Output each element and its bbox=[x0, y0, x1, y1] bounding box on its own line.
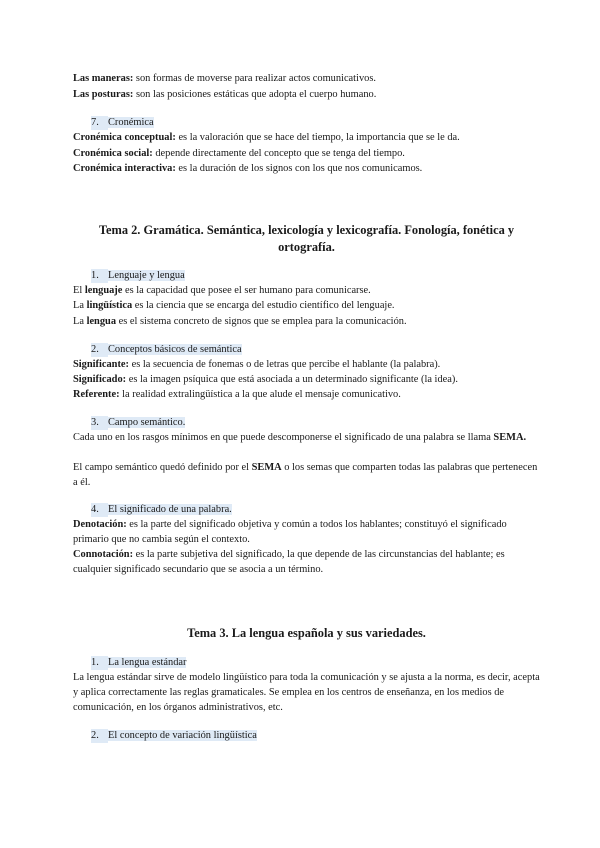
list-number: 4. bbox=[91, 503, 108, 517]
term: Cronémica interactiva: bbox=[73, 163, 176, 174]
lenguaje-line bbox=[73, 283, 540, 298]
term: lenguaje bbox=[84, 285, 123, 296]
denotacion-paragraph bbox=[73, 517, 540, 547]
list-number: 2. bbox=[91, 343, 108, 357]
heading-text: Lenguaje y lengua bbox=[108, 270, 185, 281]
title-line: Tema 2. Gramática. Semántica, lexicología y lexicografía. Fonología, fonética y bbox=[98, 223, 515, 237]
text: o los semas que comparten todas las palabras que pertenecen a él. bbox=[73, 462, 538, 488]
definition: es la capacidad que posee el ser humano para comunicarse. bbox=[122, 285, 371, 296]
heading-text: Conceptos básicos de semántica bbox=[108, 344, 242, 355]
title-line: Tema 3. La lengua española y sus variedades. bbox=[187, 626, 426, 640]
list-number: 3. bbox=[91, 416, 108, 430]
term: Referente: bbox=[73, 389, 120, 400]
term: Connotación: bbox=[73, 549, 134, 560]
significante-line bbox=[73, 357, 540, 372]
section-heading-semantica bbox=[91, 343, 242, 357]
section-heading-estandar bbox=[91, 656, 186, 670]
text: El bbox=[73, 285, 85, 296]
text: La bbox=[73, 316, 87, 327]
term: Significado: bbox=[73, 374, 127, 385]
definition: es la valoración que se hace del tiempo, la importancia que se le da. bbox=[175, 132, 460, 143]
cronemica-social-line bbox=[73, 146, 540, 161]
list-number: 1. bbox=[91, 269, 108, 283]
section-heading-campo bbox=[91, 416, 185, 430]
maneras-line bbox=[73, 71, 540, 86]
definition: es la imagen psíquica que está asociada a un determinado significante (la idea). bbox=[126, 374, 458, 385]
cronemica-conceptual-line bbox=[73, 130, 540, 145]
term: Las posturas: bbox=[73, 89, 134, 100]
section-heading-cronemica bbox=[91, 116, 154, 130]
list-number: 2. bbox=[91, 729, 108, 743]
definition: es el sistema concreto de signos que se emplea para la comunicación. bbox=[116, 316, 407, 327]
heading-text: Cronémica bbox=[108, 117, 154, 128]
term: Cronémica social: bbox=[73, 148, 153, 159]
term: SEMA bbox=[251, 462, 282, 473]
referente-line bbox=[73, 387, 540, 402]
term: Significante: bbox=[73, 359, 129, 370]
term: SEMA. bbox=[493, 432, 527, 443]
definition: son las posiciones estáticas que adopta el cuerpo humano. bbox=[133, 89, 377, 100]
sema-paragraph bbox=[73, 430, 540, 445]
heading-text: Campo semántico. bbox=[108, 417, 186, 428]
definition: son formas de moverse para realizar actos comunicativos. bbox=[133, 73, 376, 84]
tema3-title bbox=[73, 625, 540, 642]
text: El campo semántico quedó definido por el bbox=[73, 462, 252, 473]
section-heading-significado bbox=[91, 503, 232, 517]
term: Denotación: bbox=[73, 519, 127, 530]
heading-text: El concepto de variación lingüística bbox=[108, 730, 257, 741]
term: lengua bbox=[86, 316, 117, 327]
definition: es la duración de los signos con los que nos comunicamos. bbox=[175, 163, 423, 174]
campo-paragraph bbox=[73, 460, 540, 490]
term: Cronémica conceptual: bbox=[73, 132, 176, 143]
list-number: 7. bbox=[91, 116, 108, 130]
text: La bbox=[73, 300, 87, 311]
connotacion-paragraph bbox=[73, 547, 540, 577]
heading-text: La lengua estándar bbox=[108, 657, 187, 668]
posturas-line bbox=[73, 87, 540, 102]
heading-text: El significado de una palabra. bbox=[108, 504, 232, 515]
term: lingüística bbox=[86, 300, 133, 311]
definition: es la secuencia de fonemas o de letras que percibe el hablante (la palabra). bbox=[129, 359, 441, 370]
list-number: 1. bbox=[91, 656, 108, 670]
significado-line bbox=[73, 372, 540, 387]
definition: es la ciencia que se encarga del estudio científico del lenguaje. bbox=[132, 300, 395, 311]
section-heading-lenguaje bbox=[91, 269, 185, 283]
definition: es la parte del significado objetiva y común a todos los hablantes; constituyó el significado primario que no cambia según el contexto. bbox=[73, 519, 507, 545]
term: Las maneras: bbox=[73, 73, 134, 84]
title-line: ortografía. bbox=[278, 240, 335, 254]
paragraph-text: La lengua estándar sirve de modelo lingüístico para toda la comunicación y se ajusta a la norma, es decir, acepta y aplica correctamente las reglas gramaticales. Se emplea en los centros de enseñanza, en los medios de comunicación, en los órganos administrativos, etc. bbox=[73, 672, 540, 713]
linguistica-line bbox=[73, 298, 540, 313]
definition: es la parte subjetiva del significado, la que depende de las circunstancias del hablante; es cualquier significado secundario que se asocia a un término. bbox=[73, 549, 505, 575]
text: Cada uno en los rasgos mínimos en que puede descomponerse el significado de una palabra se llama bbox=[73, 432, 494, 443]
cronemica-interactiva-line bbox=[73, 161, 540, 176]
section-heading-variacion bbox=[91, 729, 257, 743]
lengua-line bbox=[73, 314, 540, 329]
definition: depende directamente del concepto que se tenga del tiempo. bbox=[152, 148, 405, 159]
tema2-title bbox=[73, 222, 540, 256]
definition: la realidad extralingüística a la que alude el mensaje comunicativo. bbox=[119, 389, 401, 400]
estandar-paragraph bbox=[73, 670, 540, 715]
